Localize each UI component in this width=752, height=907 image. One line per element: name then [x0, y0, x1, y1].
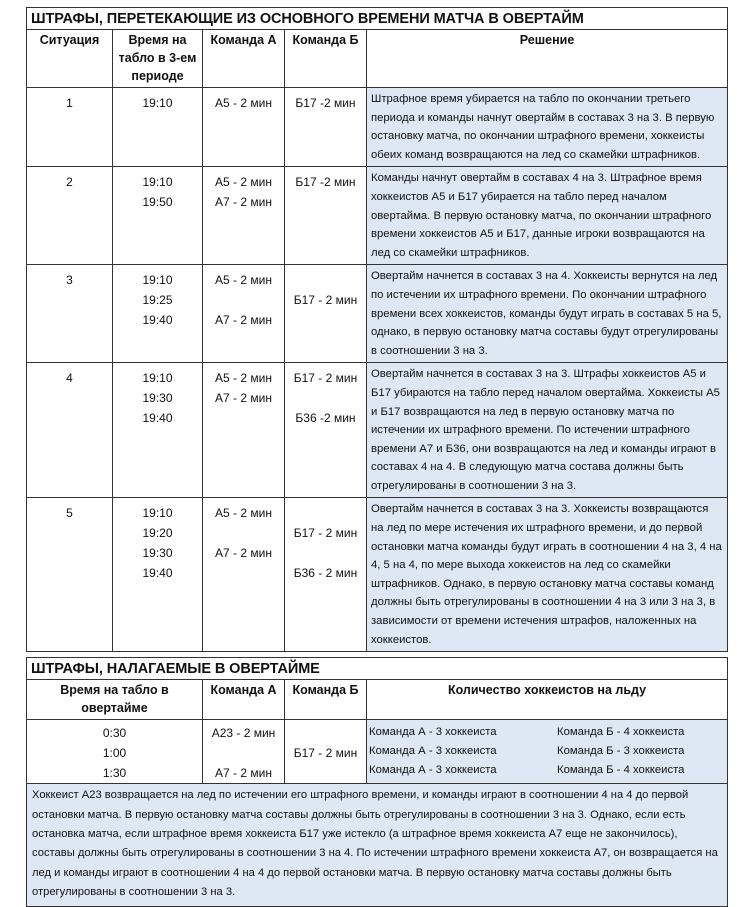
decision-text: Овертайм начнется в составах 3 на 3. Хоккеисты возвращаются на лед по мере истечения их штрафного времени, и до первой остановки матча команды будут играть в соотношении 4 на 3, 4 на 4, 5 на 4, по мере выхода хоккеистов на лед со скамейки штрафников. Однако, в первую остановку матча составы команд должны быть отрегулированы в соотношении 4 на 3 или 3 на 3, в зависимости от времени истечения штрафов, наложенных на хоккеистов.	[371, 503, 722, 646]
decision-text: Овертайм начнется в составах 3 на 3. Штрафы хоккеистов А5 и Б17 убираются на табло перед началом овертайма. Хоккеисты А5 и Б17 возвращаются на лед в первую остановку матча по истечении их штрафного времени. По истечении штрафного времени А7 и Б36, они возвращаются на лед и команды играют в составах 4 на 4. В следующую матча состава должны быть отрегулированы в соотношении 3 на 3.	[371, 368, 720, 492]
header-ot-team-a: Команда А	[203, 680, 285, 720]
count-team-b: Команда Б - 3 хоккеиста	[557, 745, 685, 758]
penalty-time: 19:40	[142, 411, 173, 426]
team-b-cell	[285, 363, 367, 498]
decision-cell	[367, 498, 728, 652]
decision-cell	[367, 167, 728, 265]
overtime-penalties-table	[26, 657, 728, 906]
situation-number: 4	[66, 371, 73, 386]
situation-number: 2	[66, 175, 73, 190]
situation-number-cell	[27, 363, 113, 498]
situation-number: 5	[66, 506, 73, 521]
document	[26, 7, 727, 907]
situation-number-cell	[27, 167, 113, 265]
ot-count-cell	[367, 720, 728, 784]
situation-row	[27, 363, 728, 498]
team-a-penalty: А5 - 2 мин	[215, 506, 272, 521]
header-time: Время на табло в 3-ем периоде	[113, 30, 203, 88]
count-row	[369, 723, 725, 742]
count-team-a: Команда А - 3 хоккеиста	[369, 726, 497, 739]
team-b-penalty: Б36 - 2 мин	[293, 566, 358, 581]
team-b-cell	[285, 88, 367, 167]
header-decision: Решение	[367, 30, 728, 88]
team-b-penalty: Б17 -2 мин	[295, 96, 356, 110]
ot-time: 0:30	[102, 726, 127, 741]
ot-team-b-cell	[285, 720, 367, 784]
decision-text: Овертайм начнется в составах 3 на 4. Хоккеисты вернутся на лед по истечении их штрафного времени. По окончании штрафного времени всех хоккеистов, команды будут играть в составах 5 на 5, однако, в первую остановку матча составы будут отрегулированы в соотношении 3 на 3.	[371, 270, 722, 357]
team-b-cell	[285, 265, 367, 363]
count-team-b: Команда Б - 4 хоккеиста	[557, 764, 685, 777]
header-ot-time: Время на табло в овертайме	[27, 680, 203, 720]
penalty-time: 19:10	[142, 506, 173, 521]
ot-time: 1:30	[102, 766, 127, 781]
team-a-penalty	[203, 290, 284, 310]
ot-team-b-penalty	[285, 723, 366, 743]
team-b-cell	[285, 167, 367, 265]
header-team-b: Команда Б	[285, 30, 367, 88]
situation-number: 3	[66, 273, 73, 288]
situation-number-cell	[27, 498, 113, 652]
header-ot-count: Количество хоккеистов на льду	[367, 680, 728, 720]
team-a-penalty: А5 - 2 мин	[215, 96, 272, 110]
decision-cell	[367, 363, 728, 498]
ot-team-a-penalty: А7 - 2 мин	[215, 766, 272, 781]
count-team-b: Команда Б - 4 хоккеиста	[557, 726, 685, 739]
penalty-time: 19:20	[142, 526, 173, 541]
time-cell	[113, 265, 203, 363]
penalty-time: 19:25	[142, 293, 173, 308]
header-ot-team-b: Команда Б	[285, 680, 367, 720]
penalty-time: 19:30	[142, 546, 173, 561]
team-a-cell	[203, 265, 285, 363]
overflow-penalties-table	[26, 7, 728, 652]
penalty-time: 19:40	[142, 313, 173, 328]
situation-number-cell	[27, 265, 113, 363]
count-row	[369, 761, 725, 780]
count-team-a: Команда А - 3 хоккеиста	[369, 764, 497, 777]
decision-text: Штрафное время убирается на табло по окончании третьего периода и команды начнут овертайм в составах 3 на 3. В первую остановку матча, по окончании штрафного времени, хоккеисты обеих команд возвращаются на лед со скамейки штрафников.	[371, 93, 715, 161]
situation-row	[27, 498, 728, 652]
team-a-penalty	[203, 523, 284, 543]
penalty-time: 19:10	[142, 96, 173, 110]
overtime-note: Хоккеист А23 возвращается на лед по истечении его штрафного времени, и команды играют в соотношении 4 на 4 до первой остановки матча. В первую остановку матча составы должны быть отрегулированы в соотношении 3 на 3. Однако, если есть остановка матча, если штрафное время хоккеиста Б17 уже истекло (а штрафное время хоккеиста А7 еще не закончилось), составы должны быть отрегулированы в соотношении 3 на 4. По истечении штрафного времени хоккеиста А7, он возвращается на лед и команды играют в соотношении 4 на 4 до первой остановки матча. В первую остановку матча составы должны быть отрегулированы в соотношении 3 на 3.	[27, 784, 728, 906]
team-b-penalty: Б36 -2 мин	[295, 411, 356, 426]
ot-team-a-penalty: А23 - 2 мин	[211, 726, 276, 741]
ot-team-a-penalty	[203, 743, 284, 763]
decision-cell	[367, 265, 728, 363]
penalty-time: 19:50	[142, 195, 173, 210]
team-b-cell	[285, 498, 367, 652]
ot-time: 1:00	[102, 746, 127, 761]
ot-team-b-penalty: Б17 - 2 мин	[293, 746, 358, 761]
penalty-time: 19:10	[142, 273, 173, 288]
time-cell	[113, 167, 203, 265]
team-b-penalty	[285, 388, 366, 408]
team-a-cell	[203, 88, 285, 167]
team-a-penalty: А5 - 2 мин	[215, 175, 272, 190]
situation-row	[27, 88, 728, 167]
team-b-penalty	[285, 270, 366, 290]
team-a-penalty: А7 - 2 мин	[215, 195, 272, 210]
team-b-penalty	[285, 543, 366, 563]
team-a-penalty: А5 - 2 мин	[215, 273, 272, 288]
penalty-time: 19:40	[142, 566, 173, 581]
situation-row	[27, 265, 728, 363]
decision-cell	[367, 88, 728, 167]
ot-times-cell	[27, 720, 203, 784]
time-cell	[113, 498, 203, 652]
team-a-penalty: А5 - 2 мин	[215, 371, 272, 386]
team-b-penalty	[285, 503, 366, 523]
situation-row	[27, 167, 728, 265]
header-team-a: Команда А	[203, 30, 285, 88]
team-a-cell	[203, 498, 285, 652]
count-team-a: Команда А - 3 хоккеиста	[369, 745, 497, 758]
situations-body	[27, 88, 728, 652]
time-cell	[113, 88, 203, 167]
header-situation: Ситуация	[27, 30, 113, 88]
team-a-penalty: А7 - 2 мин	[215, 391, 272, 406]
section1-title: ШТРАФЫ, ПЕРЕТЕКАЮЩИЕ ИЗ ОСНОВНОГО ВРЕМЕНИ МАТЧА В ОВЕРТАЙМ	[27, 8, 728, 30]
time-cell	[113, 363, 203, 498]
situation-number: 1	[66, 96, 73, 110]
count-row	[369, 742, 725, 761]
penalty-time: 19:30	[142, 391, 173, 406]
penalty-time: 19:10	[142, 175, 173, 190]
decision-text: Команды начнут овертайм в составах 4 на 3. Штрафное время хоккеистов А5 и Б17 убирается на табло перед началом овертайма. В первую остановку матча, по окончании штрафного времени хоккеистов А5 и Б17, данные игроки возвращаются на лед со скамейки штрафников.	[371, 172, 712, 259]
team-b-penalty: Б17 - 2 мин	[293, 293, 358, 308]
team-b-penalty: Б17 - 2 мин	[293, 526, 358, 541]
team-a-cell	[203, 167, 285, 265]
team-b-penalty: Б17 -2 мин	[295, 175, 356, 190]
ot-team-a-cell	[203, 720, 285, 784]
section2-title: ШТРАФЫ, НАЛАГАЕМЫЕ В ОВЕРТАЙМЕ	[27, 658, 728, 680]
team-a-cell	[203, 363, 285, 498]
team-a-penalty: А7 - 2 мин	[215, 546, 272, 561]
situation-number-cell	[27, 88, 113, 167]
team-a-penalty: А7 - 2 мин	[215, 313, 272, 328]
penalty-time: 19:10	[142, 371, 173, 386]
team-b-penalty: Б17 - 2 мин	[293, 371, 358, 386]
